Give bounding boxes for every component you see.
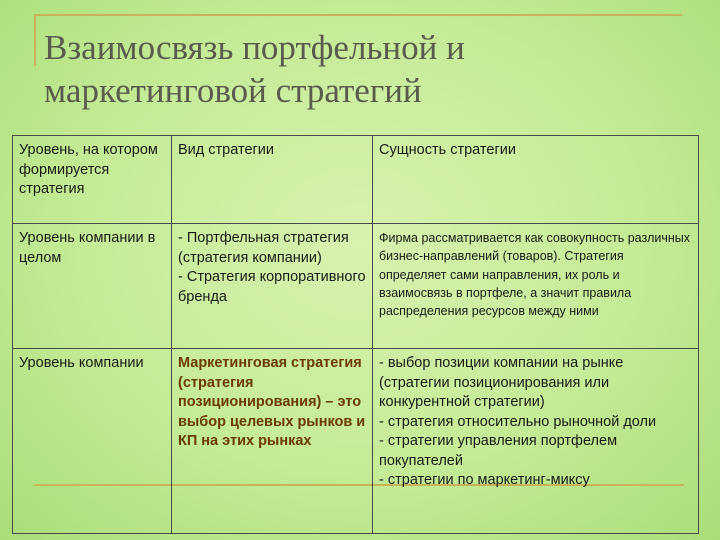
essence-line: - выбор позиции компании на рынке (стратегии позиционирования или конкурентной стратегии) bbox=[379, 355, 624, 410]
title-line-1: Взаимосвязь портфельной и bbox=[44, 28, 465, 67]
type-line: - Стратегия корпоративного бренда bbox=[178, 269, 366, 305]
header-level: Уровень, на котором формируется стратегия bbox=[13, 136, 172, 224]
cell-essence: Фирма рассматривается как совокупность различных бизнес-направлений (товаров). Стратегия определяет сами направления, их роль и взаимосвязь в портфеле, а значит правила распределения ресурсов между ними bbox=[373, 224, 699, 349]
essence-line: - стратегия относительно рыночной доли bbox=[379, 413, 657, 430]
strategy-table bbox=[12, 135, 699, 534]
cell-level: Уровень компании bbox=[13, 349, 172, 534]
title-line-2: маркетинговой стратегий bbox=[44, 71, 422, 110]
frame-left-line bbox=[34, 14, 36, 66]
type-line: - Портфельная стратегия bbox=[178, 230, 349, 246]
table-header-row bbox=[13, 136, 699, 224]
cell-type: Маркетинговая стратегия (стратегия позиционирования) – это выбор целевых рынков и КП на этих рынках bbox=[172, 349, 373, 534]
table-row bbox=[13, 349, 699, 534]
table-row bbox=[13, 224, 699, 349]
cell-essence bbox=[373, 349, 699, 534]
essence-line: - стратегии управления портфелем покупателей bbox=[379, 433, 618, 469]
cell-level: Уровень компании в целом bbox=[13, 224, 172, 349]
slide-title bbox=[44, 26, 684, 112]
header-essence: Сущность стратегии bbox=[373, 136, 699, 224]
type-line: (стратегия компании) bbox=[178, 249, 322, 266]
header-type: Вид стратегии bbox=[172, 136, 373, 224]
cell-type bbox=[172, 224, 373, 349]
essence-line: - стратегии по маркетинг-миксу bbox=[379, 472, 590, 488]
frame-top-line bbox=[34, 14, 682, 16]
